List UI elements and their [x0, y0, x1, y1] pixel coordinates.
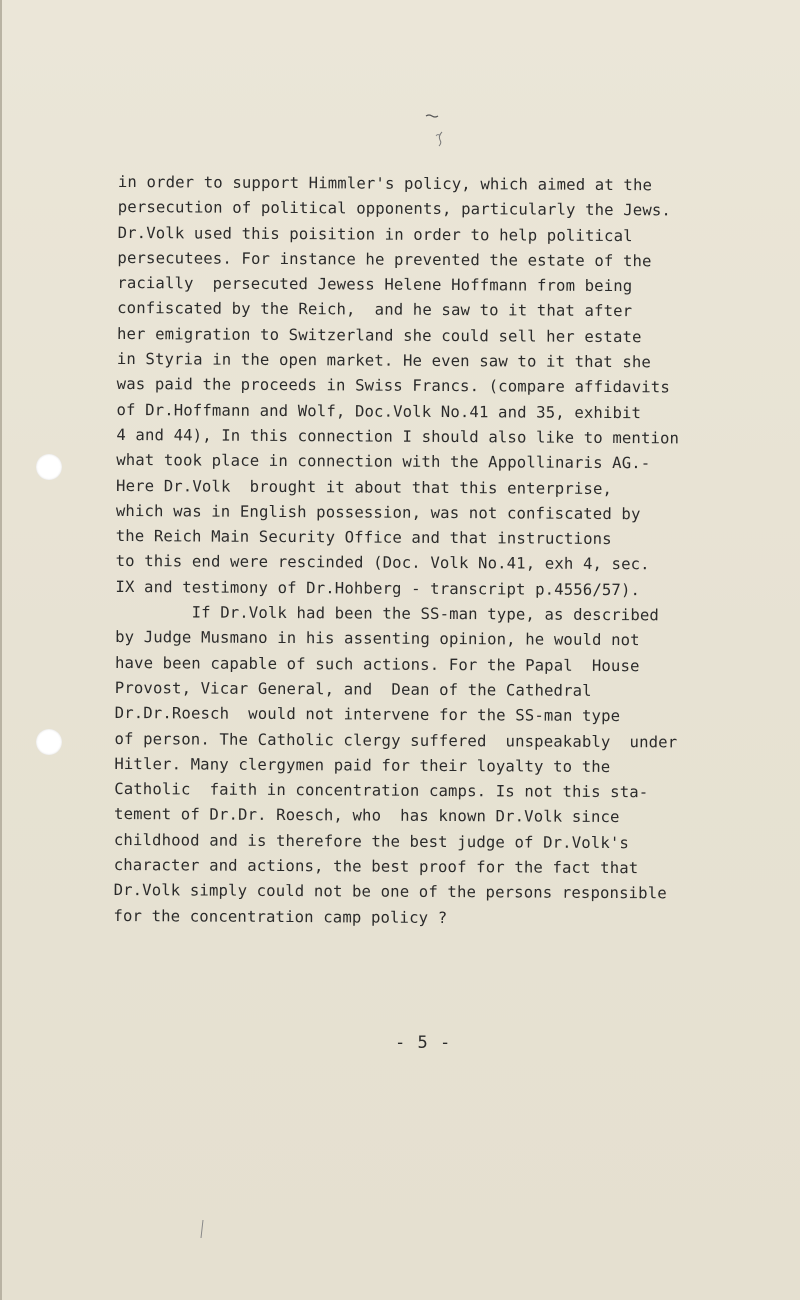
- punch-hole: [36, 729, 62, 755]
- text-line: in Styria in the open market. He even saw to it that she: [116, 350, 652, 372]
- text-line: what took place in connection with the Appollinaris AG.-: [116, 451, 651, 473]
- text-line: IX and testimony of Dr.Hohberg - transcript p.4556/57).: [115, 577, 641, 599]
- text-line: Dr.Volk simply could not be one of the persons responsible: [113, 881, 667, 903]
- text-line: in order to support Himmler's policy, which aimed at the: [117, 172, 653, 195]
- document-body-text: [113, 170, 758, 933]
- text-line: of Dr.Hoffmann and Wolf, Doc.Volk No.41 and 35, exhibit: [116, 400, 642, 422]
- text-line: Here Dr.Volk brought it about that this enterprise,: [116, 476, 613, 498]
- text-line: her emigration to Switzerland she could sell her estate: [116, 324, 642, 346]
- text-line: Hitler. Many clergymen paid for their loyalty to the: [114, 754, 611, 776]
- text-line: was paid the proceeds in Swiss Francs. (compare affidavits: [116, 375, 670, 397]
- text-line: If Dr.Volk had been the SS-man type, as described: [115, 603, 660, 625]
- text-line: confiscated by the Reich, and he saw to it that after: [117, 299, 633, 321]
- text-line: of person. The Catholic clergy suffered unspeakably under: [114, 729, 678, 751]
- punch-hole: [36, 454, 62, 480]
- text-line: the Reich Main Security Office and that instructions: [115, 527, 612, 549]
- page-number: - 5 -: [395, 1033, 452, 1053]
- handwritten-page-mark: [420, 110, 460, 150]
- page-edge: [0, 0, 2, 1300]
- text-line: Catholic faith in concentration camps. Is not this sta-: [114, 780, 649, 802]
- text-line: Dr.Volk used this poisition in order to help political: [117, 223, 633, 245]
- text-line: persecution of political opponents, particularly the Jews.: [117, 198, 672, 220]
- text-line: tement of Dr.Dr. Roesch, who has known Dr.Volk since: [114, 805, 620, 827]
- text-line: to this end were rescinded (Doc. Volk No.41, exh 4, sec.: [115, 552, 650, 574]
- text-line: 4 and 44), In this connection I should also like to mention: [116, 425, 680, 448]
- text-line: for the concentration camp policy ?: [113, 906, 448, 927]
- text-line: Dr.Dr.Roesch would not intervene for the SS-man type: [114, 704, 621, 726]
- stray-pencil-mark: [200, 1220, 204, 1238]
- text-line: Provost, Vicar General, and Dean of the Cathedral: [114, 678, 592, 700]
- text-line: have been capable of such actions. For the Papal House: [114, 653, 640, 675]
- text-line: persecutees. For instance he prevented the estate of the: [117, 248, 652, 271]
- text-line: which was in English possession, was not confiscated by: [115, 501, 641, 524]
- text-line: childhood and is therefore the best judge of Dr.Volk's: [113, 830, 630, 852]
- text-line: by Judge Musmano in his assenting opinion, he would not: [115, 628, 640, 650]
- text-line: racially persecuted Jewess Helene Hoffmann from being: [117, 274, 633, 296]
- text-line: character and actions, the best proof for the fact that: [113, 856, 639, 878]
